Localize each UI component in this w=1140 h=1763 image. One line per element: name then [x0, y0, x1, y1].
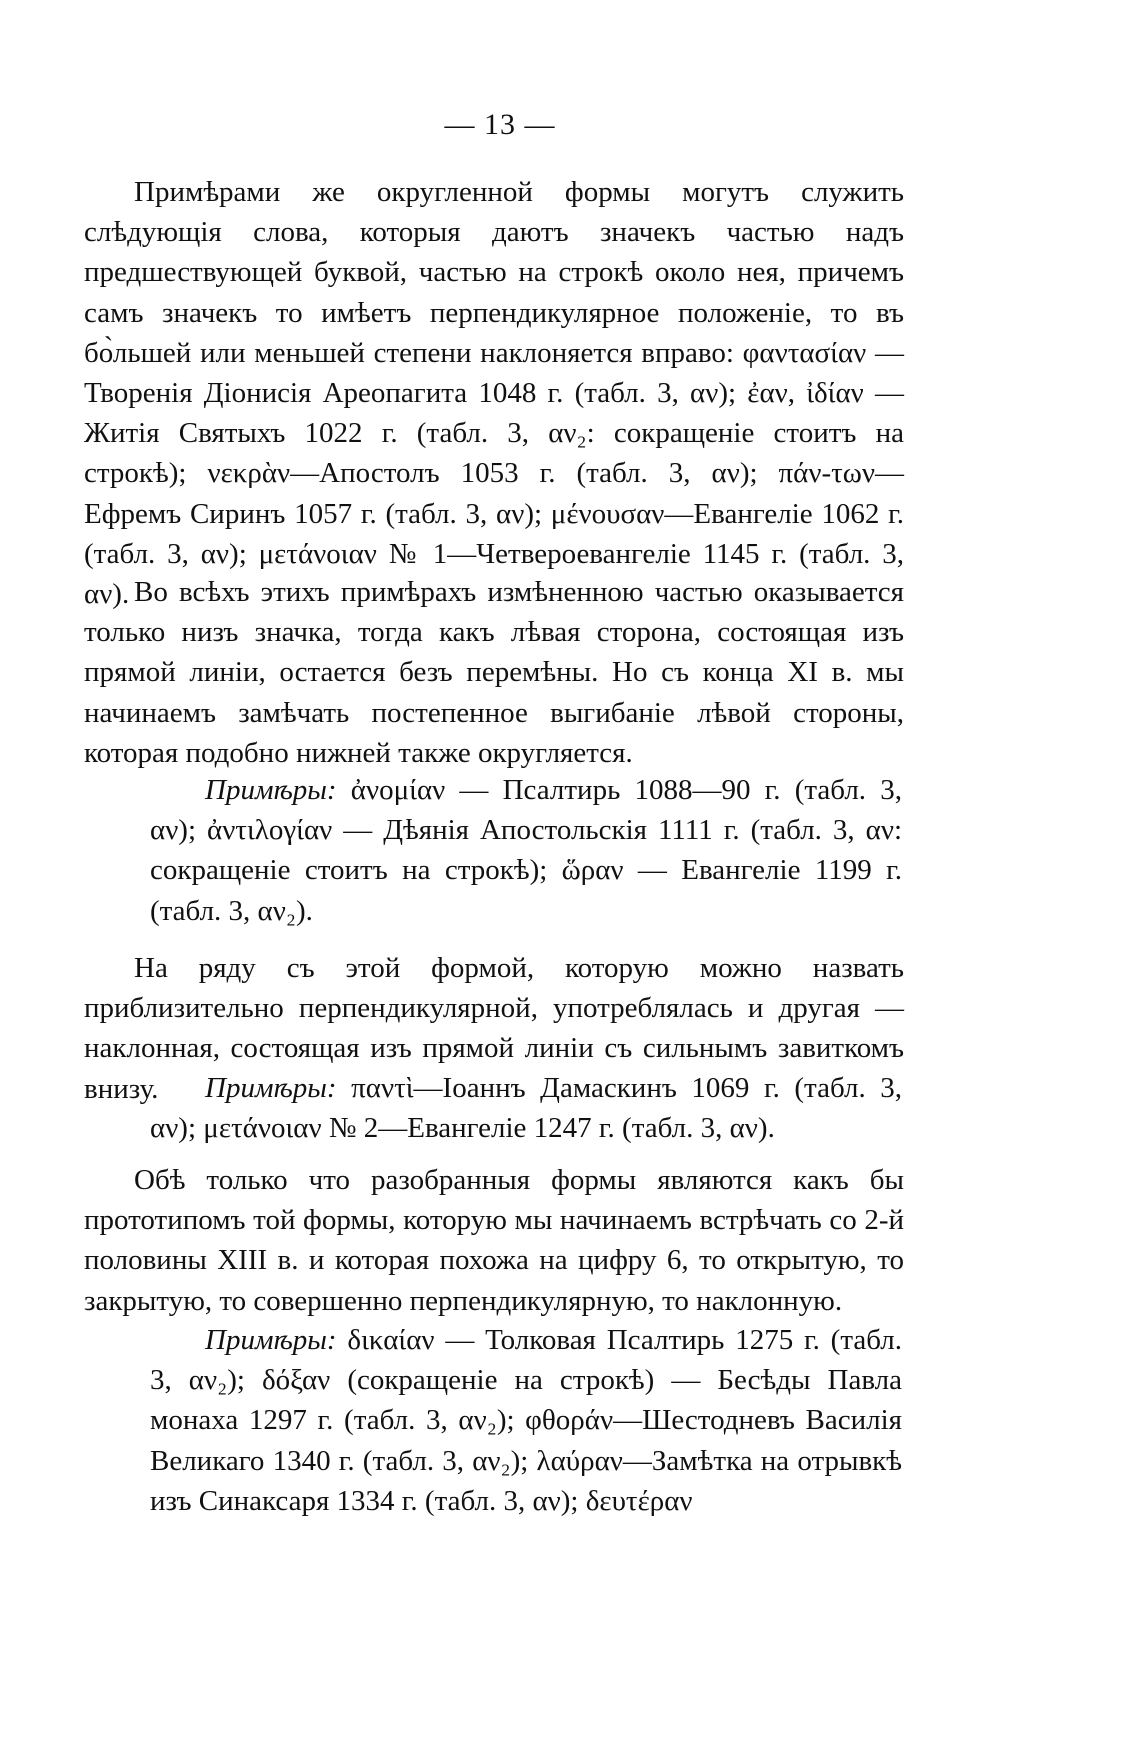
examples-label: Примѣры: — [205, 1324, 337, 1356]
paragraph-rounded-forms: Примѣрами же округленной формы могутъ служить слѣдующія слова, которыя даютъ значекъ частью надъ предшествующей буквой, частью на строкѣ около нея, причемъ самъ значекъ то имѣетъ перпендикулярное положеніе, то въ бо̀льшей или меньшей степени наклоняется вправо: φαντασίαν — Творенія Діонисія Ареопагита 1048 г. (табл. 3, αν); ἐαν, ἰδίαν — Житія Святыхъ 1022 г. (табл. 3, αν₂: сокращеніе стоитъ на строкѣ); νεκρὰν—Апостолъ 1053 г. (табл. 3, αν); πάν-των—Ефремъ Сиринъ 1057 г. (табл. 3, αν); μένουσαν—Евангеліе 1062 г. (табл. 3, αν); μετάνοιαν № 1—Четвероевангеліе 1145 г. (табл. 3, αν). — [84, 176, 904, 611]
examples-text: παντὶ—Іоаннъ Дамаскинъ 1069 г. (табл. 3, αν); μετάνοιαν № 2—Евангеліе 1247 г. (табл. 3, αν). — [150, 1072, 902, 1145]
page-number: — 13 — — [444, 108, 556, 141]
examples-text: ἀνομίαν — Псалтирь 1088—90 г. (табл. 3, αν); ἀντιλογίαν — Дѣянія Апостольскія 1111 г. (табл. 3, αν: сокращеніе стоитъ на строкѣ); ὥραν — Евангеліе 1199 г. (табл. 3, αν₂). — [150, 774, 902, 927]
paragraph-inclined-form: На ряду съ этой формой, которую можно назвать приблизительно перпендикулярной, употреблялась и другая — наклонная, состоящая изъ прямой линіи съ сильнымъ завиткомъ внизу. — [84, 952, 904, 1105]
paragraph-changes: Во всѣхъ этихъ примѣрахъ измѣненною частью оказывается только низъ значка, тогда какъ лѣвая сторона, состоящая изъ прямой линіи, остается безъ перемѣны. Но съ конца XI в. мы начинаемъ замѣчать постепенное выгибаніе лѣвой стороны, которая подобно нижней также округляется. — [84, 576, 904, 769]
examples-label: Примѣры: — [205, 1072, 337, 1104]
examples-text: δικαίαν — Толковая Псалтирь 1275 г. (табл. 3, αν₂); δόξαν (сокращеніе на строкѣ) — Бесѣды Павла монаха 1297 г. (табл. 3, αν₂); φθοράν—Шестодневъ Василія Великаго 1340 г. (табл. 3, αν₂); λαύραν—Замѣтка на отрывкѣ изъ Синаксаря 1334 г. (табл. 3, αν); δευτέραν — [150, 1324, 902, 1517]
paragraph-prototype: Обѣ только что разобранныя формы являются какъ бы прототипомъ той формы, которую мы начинаемъ встрѣчать со 2-й половины XIII в. и которая похожа на цифру 6, то открытую, то закрытую, то совершенно перпендикулярную, то наклонную. — [84, 1164, 904, 1317]
examples-block-1 — [150, 770, 902, 931]
examples-block-2 — [150, 1068, 902, 1148]
examples-label: Примѣры: — [205, 774, 337, 806]
examples-block-3 — [150, 1320, 902, 1521]
